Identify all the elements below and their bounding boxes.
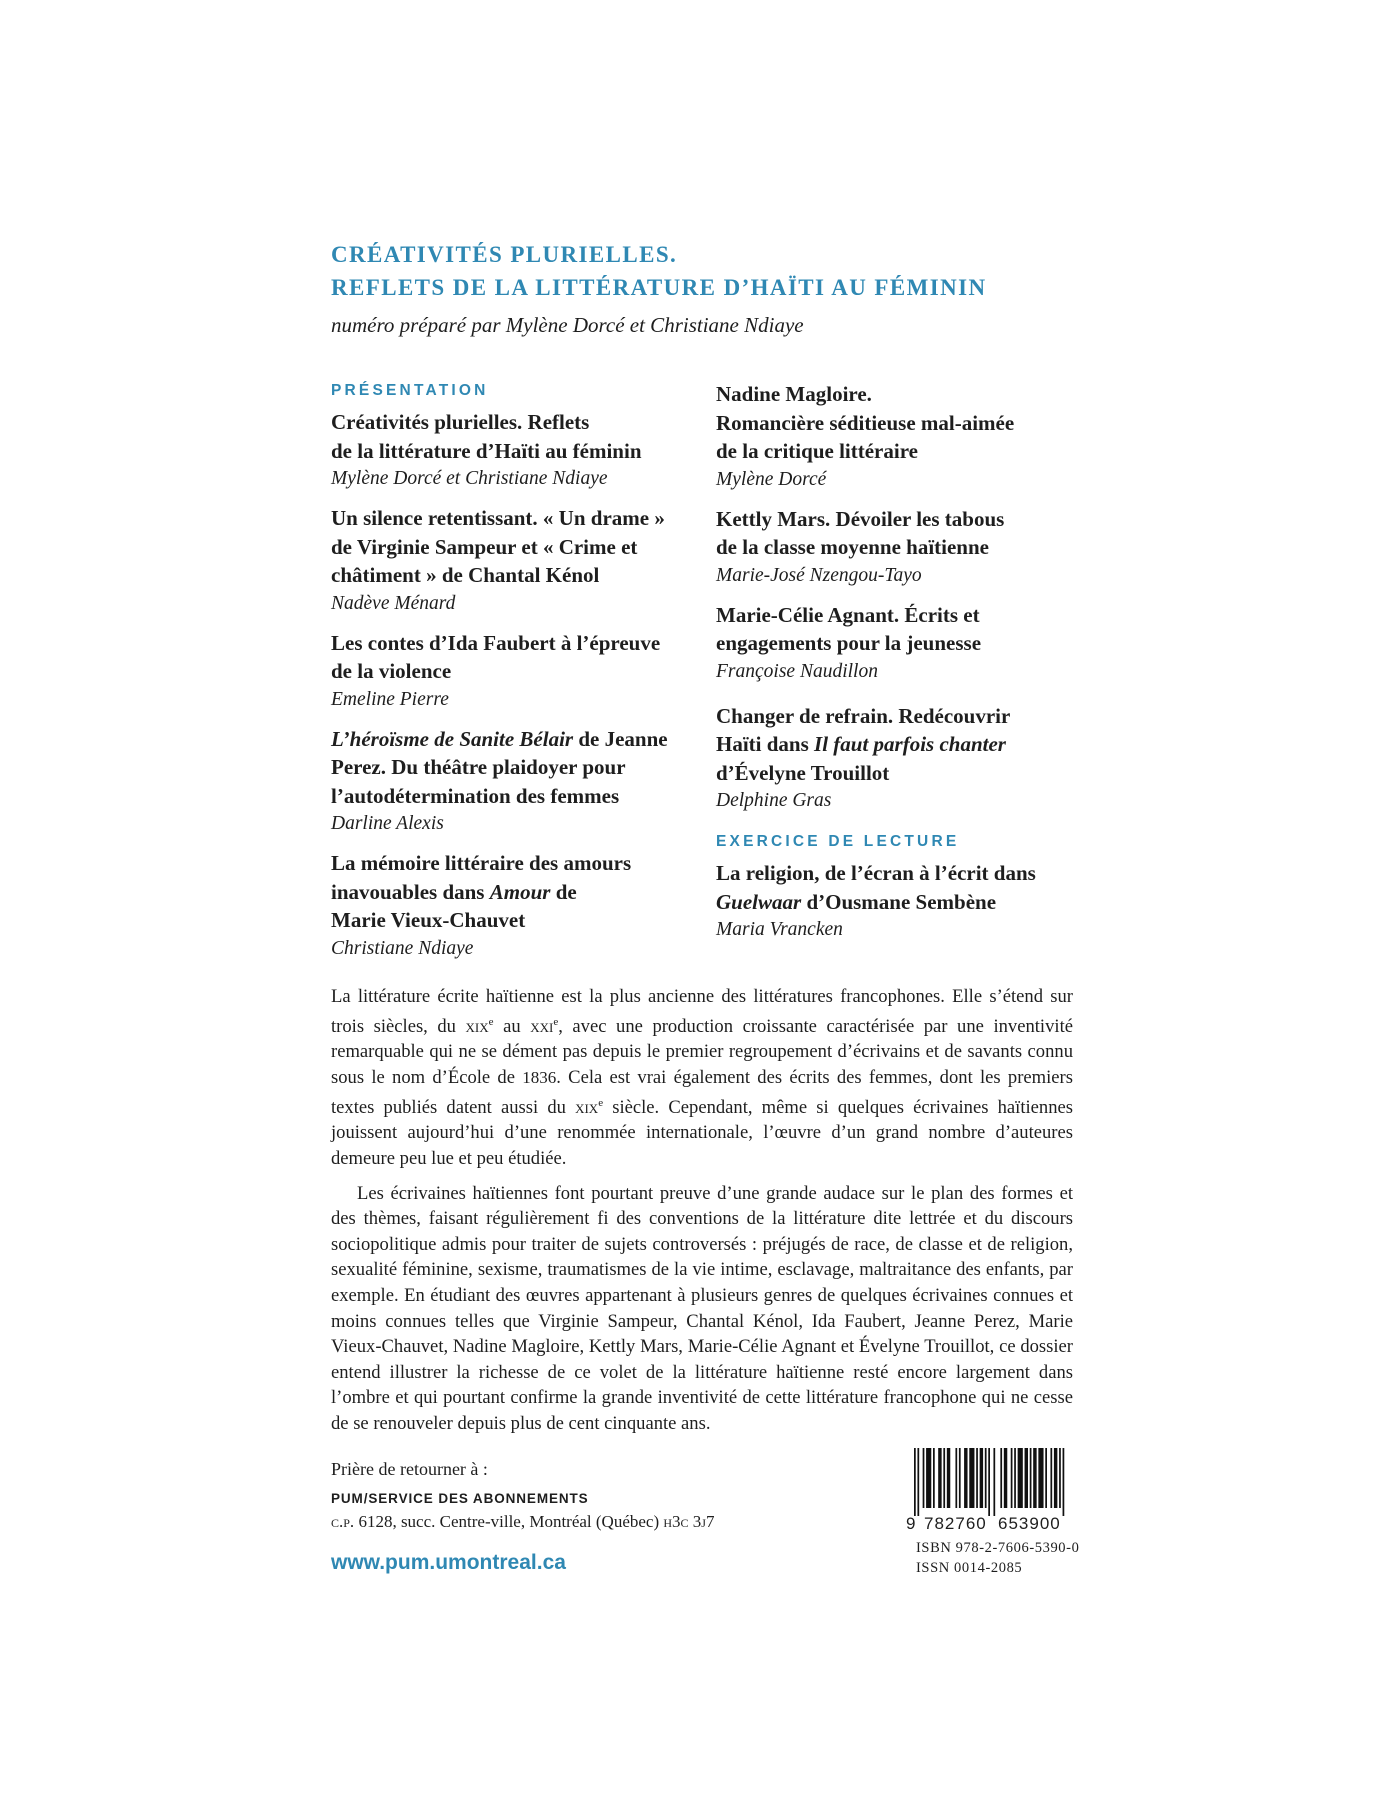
entry-author: Maria Vrancken xyxy=(716,919,843,940)
toc-entry xyxy=(331,408,701,493)
entry-title-line: de la classe moyenne haïtienne xyxy=(716,535,989,559)
barcode-bar xyxy=(1014,1448,1016,1508)
issn: ISSN 0014-2085 xyxy=(916,1560,1023,1576)
entry-title-line xyxy=(331,725,701,754)
barcode-bar xyxy=(964,1448,967,1508)
barcode-bar xyxy=(1000,1448,1002,1508)
address-text: 6128, succ. Centre-ville, Montréal (Québec) xyxy=(354,1512,664,1531)
century-numeral: xxi xyxy=(530,1015,554,1037)
entry-author: Emeline Pierre xyxy=(331,688,449,710)
barcode-bar xyxy=(976,1448,978,1508)
barcode-bar xyxy=(923,1448,925,1508)
text-run: siècle. Cependant, même si quelques écrivaines haïtiennes jouissent aujourd’hui d’une renommée internationale, l’œuvre d’un grand nombre d’auteures demeure peu lue et peu étudiée. xyxy=(331,1096,1073,1169)
entry-title-line: Les contes d’Ida Faubert à l’épreuve xyxy=(331,630,661,655)
barcode-bar xyxy=(1011,1448,1013,1508)
toc-right-column xyxy=(716,380,1086,955)
postal-code: h3c 3j7 xyxy=(663,1512,715,1531)
barcode-bar xyxy=(1063,1448,1065,1516)
toc-entry xyxy=(331,849,701,963)
entry-title-line: de la littérature d’Haïti au féminin xyxy=(331,438,642,463)
entry-title-line: Romancière séditieuse mal-aimée xyxy=(716,410,1015,435)
entry-title-line: Nadine Magloire. xyxy=(716,382,872,406)
barcode-bar xyxy=(926,1448,931,1508)
address-cp: c.p. xyxy=(331,1512,355,1531)
toc-entry xyxy=(331,725,701,839)
barcode-bar xyxy=(933,1448,935,1508)
issue-header xyxy=(331,238,1131,340)
toc-left-column xyxy=(331,380,701,974)
text-run: , avec une production croissante caractérisée par une inventivité remarquable qui ne se dément pas depuis le premier regroupement d’écrivains et de savants connu sous le nom d’École de xyxy=(331,1015,1073,1088)
entry-author: Nadève Ménard xyxy=(331,592,456,614)
entry-title-line: Un silence retentissant. « Un drame » xyxy=(331,506,665,530)
barcode-bar xyxy=(938,1448,941,1508)
description-paragraph-2: Les écrivaines haïtiennes font pourtant preuve d’une grande audace sur le plan des formes et des thèmes, faisant régulièrement fi des conventions de la littérature dite lettrée et du discours sociopolitique admis pour traiter de sujets controversés : préjugés de race, de classe et de religion, sexualité féminine, sexisme, traumatismes de la vie intime, esclavage, maltraitance des enfants, par exemple. En étudiant des œuvres appartenant à plusieurs genres de quelques écrivaines connues et moins connues telles que Virginie Sampeur, Chantal Kénol, Ida Faubert, Jeanne Perez, Marie Vieux-Chauvet, Nadine Magloire, Kettly Mars, Marie-Célie Agnant et Évelyne Trouillot, ce dossier entend illustrer la richesse de ce volet de la littérature haïtienne resté encore largement dans l’ombre et qui pourtant confirme la grande inventivité de cette littérature francophone qui ne cesse de se renouveler depuis plus de cent cinquante ans. xyxy=(331,1182,1073,1434)
year: 1836 xyxy=(522,1067,557,1087)
barcode-bar xyxy=(947,1448,950,1508)
entry-title-line xyxy=(331,878,701,907)
toc-entry xyxy=(716,380,1086,494)
entry-title-line: Marie Vieux-Chauvet xyxy=(331,908,526,932)
entry-title-italic: Il faut parfois chanter xyxy=(814,732,1006,756)
toc-entry xyxy=(716,505,1086,590)
entry-title-text: de xyxy=(550,879,577,904)
toc-entry xyxy=(716,859,1086,944)
description-text xyxy=(331,984,1073,1445)
barcode-digits-left: 782760 xyxy=(924,1514,987,1533)
entry-title-line: d’Évelyne Trouillot xyxy=(716,760,890,785)
superscript: e xyxy=(553,1015,559,1028)
issue-title-line-2: REFLETS DE LA LITTÉRATURE D’HAÏTI AU FÉMININ xyxy=(331,275,987,300)
text-run: . Cela est vrai également des écrits des femmes, dont les premiers textes publiés datent aussi du xyxy=(331,1066,1073,1118)
barcode-bar xyxy=(943,1448,945,1508)
isbn: ISBN 978-2-7606-5390-0 xyxy=(916,1540,1080,1556)
entry-title-italic: Amour xyxy=(489,879,551,904)
barcode-bar xyxy=(1004,1448,1007,1508)
century-numeral: xix xyxy=(575,1096,599,1118)
barcode-bar xyxy=(988,1448,990,1516)
barcode-digit-first: 9 xyxy=(906,1514,916,1533)
barcode-bar xyxy=(1025,1448,1028,1508)
issue-editors: numéro préparé par Mylène Dorcé et Christiane Ndiaye xyxy=(331,313,804,337)
entry-title-italic: L’héroïsme de Sanite Bélair xyxy=(331,726,574,751)
barcode-bar xyxy=(1045,1448,1047,1508)
section-heading-presentation: PRÉSENTATION xyxy=(331,382,489,399)
entry-title-line: La mémoire littéraire des amours xyxy=(331,851,632,875)
return-address xyxy=(331,1456,811,1578)
entry-title-line xyxy=(716,730,1086,759)
barcode-bar xyxy=(917,1448,919,1516)
entry-author: Christiane Ndiaye xyxy=(331,937,474,959)
entry-title-line: Changer de refrain. Redécouvrir xyxy=(716,703,1011,728)
entry-author: Mylène Dorcé xyxy=(716,468,827,490)
entry-title-line: Perez. Du théâtre plaidoyer pour xyxy=(331,755,626,779)
entry-title-line: de la critique littéraire xyxy=(716,439,918,463)
entry-title-line: de Virginie Sampeur et « Crime et xyxy=(331,534,638,559)
barcode-bar xyxy=(985,1448,987,1508)
toc-entry xyxy=(331,629,701,714)
entry-title-italic: Guelwaar xyxy=(716,889,802,914)
barcode-bar xyxy=(969,1448,974,1508)
barcode-bar xyxy=(1033,1448,1036,1508)
toc-entry xyxy=(716,601,1086,686)
entry-title-text: de Jeanne xyxy=(573,726,668,751)
barcode-bar xyxy=(1030,1448,1032,1508)
entry-title-line: Créativités plurielles. Reflets xyxy=(331,410,590,434)
text-run: au xyxy=(493,1015,531,1037)
section-heading-exercise: EXERCICE DE LECTURE xyxy=(716,833,960,850)
barcode-bar xyxy=(1054,1448,1057,1508)
superscript: e xyxy=(598,1096,604,1109)
barcode-bar xyxy=(993,1448,995,1516)
barcode-bar xyxy=(955,1448,957,1508)
entry-author: Françoise Naudillon xyxy=(716,660,878,682)
century-numeral: xix xyxy=(465,1015,489,1037)
entry-title-line: Kettly Mars. Dévoiler les tabous xyxy=(716,506,1005,531)
entry-author: Marie-José Nzengou-Tayo xyxy=(716,564,922,586)
toc-entry xyxy=(716,702,1086,816)
issue-title-line-1: CRÉATIVITÉS PLURIELLES. xyxy=(331,242,678,267)
barcode-bar xyxy=(980,1448,983,1508)
isbn-barcode xyxy=(914,1448,1066,1516)
description-paragraph-1 xyxy=(331,984,1073,1172)
entry-author: Delphine Gras xyxy=(716,790,832,811)
entry-title-line: de la violence xyxy=(331,659,452,683)
barcode-bar xyxy=(1059,1448,1061,1508)
entry-title-text: inavouables dans xyxy=(331,879,490,904)
entry-title-line: châtiment » de Chantal Kénol xyxy=(331,563,600,587)
barcode-bar xyxy=(1050,1448,1052,1508)
text-run: La littérature écrite haïtienne est la plus ancienne des littératures francophones. Elle s’étend sur trois siècles, du xyxy=(331,986,1073,1037)
barcode-bar xyxy=(1038,1448,1043,1508)
barcode-bar xyxy=(959,1448,961,1508)
entry-title-text: d’Ousmane Sembène xyxy=(801,889,997,914)
entry-author: Mylène Dorcé et Christiane Ndiaye xyxy=(331,468,608,489)
entry-title-line: La religion, de l’écran à l’écrit dans xyxy=(716,861,1036,885)
entry-title-line: Marie-Célie Agnant. Écrits et xyxy=(716,602,980,627)
toc-entry xyxy=(331,504,701,618)
website-link[interactable]: www.pum.umontreal.ca xyxy=(331,1551,566,1574)
barcode-bar xyxy=(914,1448,916,1516)
publisher-name: PUM/SERVICE DES ABONNEMENTS xyxy=(331,1491,589,1506)
entry-author: Darline Alexis xyxy=(331,813,444,834)
entry-title-text: Haïti dans xyxy=(716,732,815,756)
barcode-digits-right: 653900 xyxy=(998,1514,1061,1533)
postal-address xyxy=(331,1510,811,1534)
entry-title-line xyxy=(716,888,1086,917)
entry-title-line: engagements pour la jeunesse xyxy=(716,631,982,655)
return-label: Prière de retourner à : xyxy=(331,1459,488,1479)
entry-title-line: l’autodétermination des femmes xyxy=(331,783,620,808)
barcode-bar xyxy=(1018,1448,1023,1508)
superscript: e xyxy=(488,1015,494,1028)
